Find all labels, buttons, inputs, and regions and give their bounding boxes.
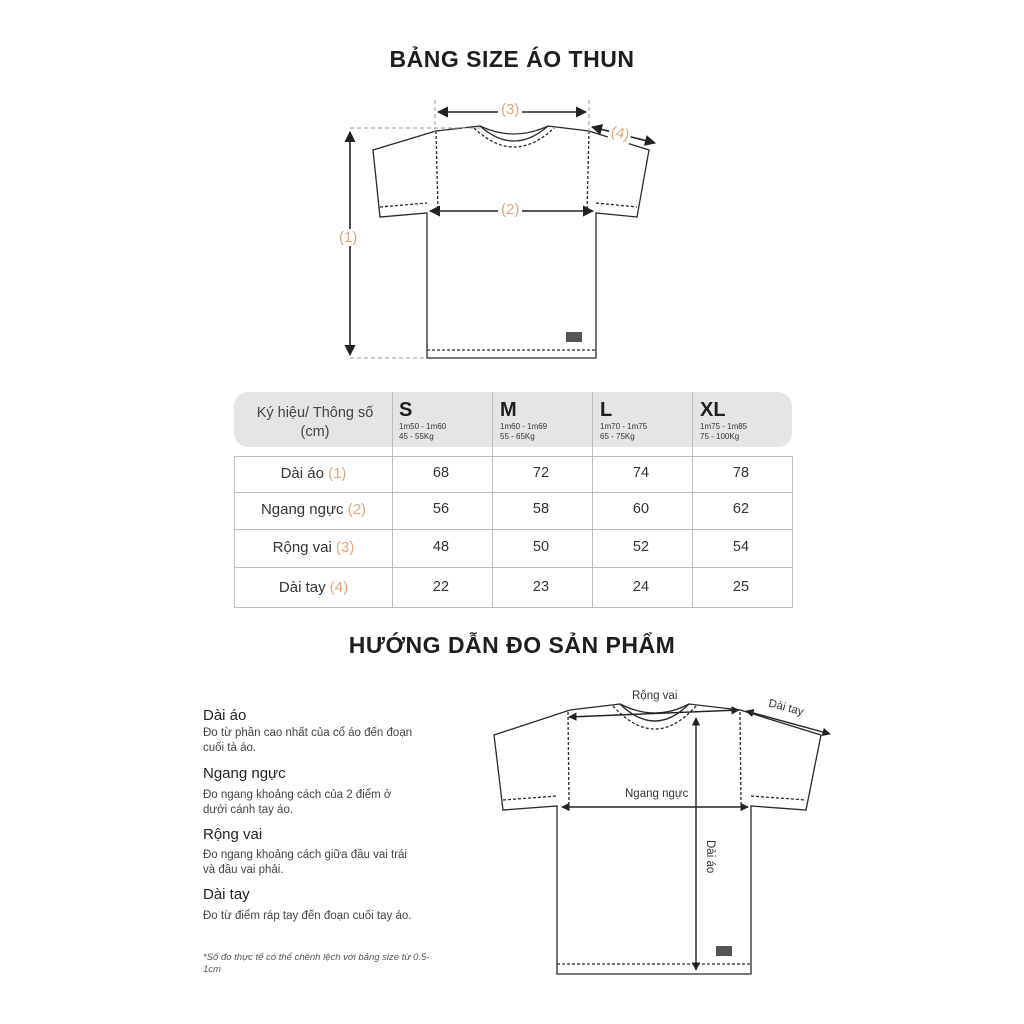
size-weight: 55 - 65Kg [500,431,535,441]
guide-heading: Rộng vai [203,826,263,843]
size-height: 1m70 - 1m75 [600,422,648,431]
table-cell: 23 [532,579,550,595]
table-cell: 78 [732,465,750,481]
table-row-label: Ngang ngực (2) [260,501,367,518]
table-row-label: Dài áo (1) [280,465,347,482]
page-title: BẢNG SIZE ÁO THUN [389,46,635,72]
guide-heading: Ngang ngực [203,765,286,782]
table-cell: 54 [732,539,750,555]
table-row-label: Rộng vai (3) [272,539,355,556]
guide-heading: Dài áo [203,707,247,724]
guide-title: HƯỚNG DẪN ĐO SẢN PHẨM [348,632,676,658]
size-name: S [399,399,413,421]
label-length: Dài áo [704,840,716,874]
table-cell: 68 [432,465,450,481]
guide-desc: Đo ngang khoảng cách giữa đầu vai trái và đầu vai phải. [203,849,407,876]
table-cell: 62 [732,501,750,517]
footnote: *Số đo thực tế có thể chênh lệch với bảng size từ 0.5-1cm [203,952,430,975]
size-name: L [600,399,613,421]
guide-heading: Dài tay [203,886,250,903]
mark-4: (4) [609,123,632,144]
label-sleeve: Dài tay [767,697,805,719]
guide-desc: Đo từ điểm ráp tay đến đoạn cuối tay áo. [203,910,412,922]
guide-desc: Đo từ phần cao nhất của cổ áo đến đoạn cuối tà áo. [203,727,413,754]
table-cell: 60 [632,501,650,517]
size-weight: 45 - 55Kg [399,431,434,441]
table-cell: 22 [432,579,450,595]
table-cell: 48 [432,539,450,555]
table-cell: 72 [532,465,550,481]
table-cell: 52 [632,539,650,555]
mark-1: (1) [339,229,358,246]
size-height: 1m75 - 1m85 [700,422,748,431]
table-cell: 58 [532,501,550,517]
label-chest: Ngang ngực [625,788,689,800]
mark-2: (2) [498,201,522,218]
table-cell: 56 [432,501,450,517]
label-shoulder: Rộng vai [632,690,678,702]
header-label-line2: (cm) [300,424,330,440]
header-label-line1: Ký hiệu/ Thông số [256,405,374,421]
table-cell: 50 [532,539,550,555]
table-cell: 24 [632,579,650,595]
size-name: XL [700,399,726,421]
table-row-label: Dài tay (4) [278,579,349,596]
guide-desc: Đo ngang khoảng cách của 2 điểm ở dưới cánh tay áo. [203,789,392,816]
table-cell: 25 [732,579,750,595]
size-height: 1m60 - 1m69 [500,422,548,431]
size-weight: 65 - 75Kg [600,431,635,441]
size-height: 1m50 - 1m60 [399,422,447,431]
size-name: M [500,399,517,421]
mark-3: (3) [498,101,522,118]
size-weight: 75 - 100Kg [700,431,740,441]
tshirt-outline-bottom [494,704,821,974]
table-cell: 74 [632,465,650,481]
